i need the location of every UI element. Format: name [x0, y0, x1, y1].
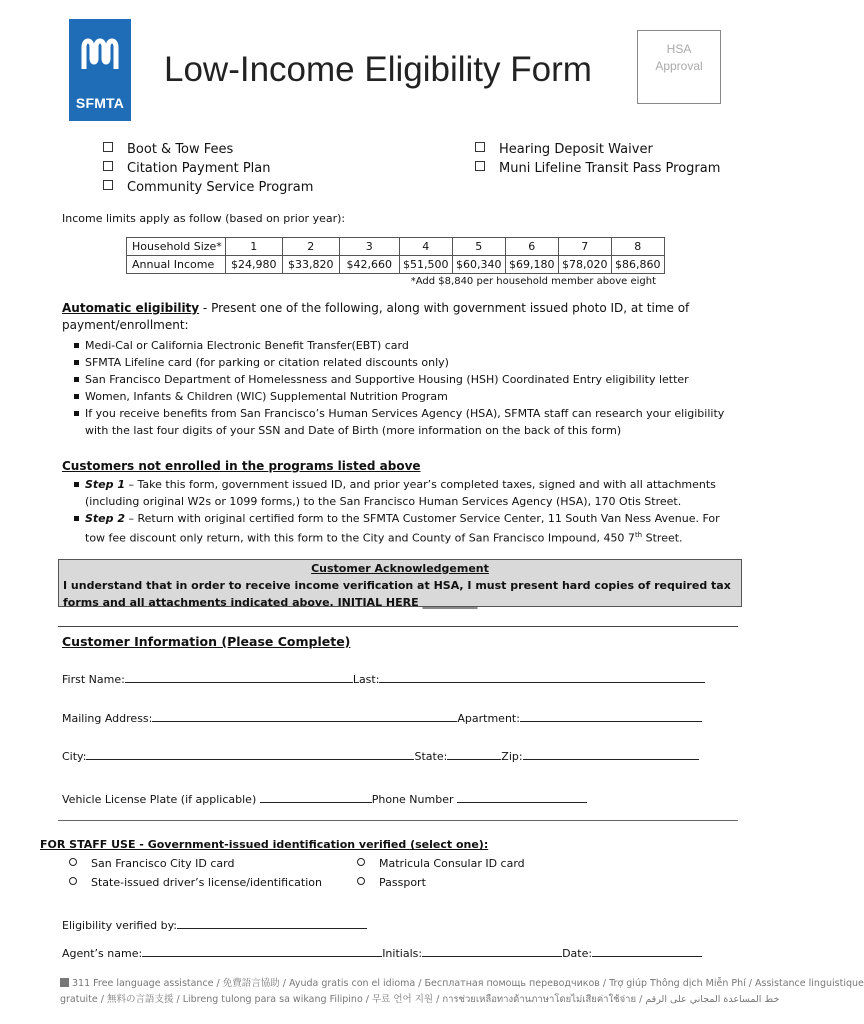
- acknowledgement-box: [58, 559, 742, 607]
- logo-text: SFMTA: [75, 95, 125, 111]
- radio-circle[interactable]: [357, 858, 365, 866]
- program-label: Muni Lifeline Transit Pass Program: [499, 161, 721, 176]
- customer-info-heading: Customer Information (Please Complete): [62, 634, 351, 649]
- table-row: [127, 256, 665, 274]
- checkbox[interactable]: [475, 161, 485, 171]
- program-label: Boot & Tow Fees: [127, 142, 234, 157]
- first-name-field[interactable]: [125, 671, 353, 683]
- program-option[interactable]: [103, 159, 313, 178]
- initials-label: Initials:: [382, 947, 423, 960]
- list-item: [62, 476, 732, 510]
- option-label: Passport: [379, 876, 426, 889]
- income-intro: Income limits apply as follow (based on prior year):: [62, 212, 346, 225]
- acknowledgement-text: I understand that in order to receive income verification at HSA, I must present hard copies of required tax forms and all attachments indicated above. INITIAL HERE __________: [63, 579, 731, 609]
- table-cell: 6: [505, 238, 558, 256]
- verified-by-label: Eligibility verified by:: [62, 919, 178, 932]
- list-item: Medi-Cal or California Electronic Benefit Transfer(EBT) card: [62, 337, 732, 354]
- last-name-field[interactable]: [379, 671, 705, 683]
- table-cell: $24,980: [225, 256, 282, 274]
- page-title: Low-Income Eligibility Form: [164, 50, 592, 89]
- mailing-address-label: Mailing Address:: [62, 712, 153, 725]
- initials-field[interactable]: [422, 945, 562, 957]
- table-cell: $69,180: [505, 256, 558, 274]
- automatic-intro: [62, 300, 732, 334]
- first-name-label: First Name:: [62, 673, 125, 686]
- approval-label: Approval: [655, 59, 703, 73]
- automatic-heading: Automatic eligibility: [62, 301, 200, 315]
- list-item: San Francisco Department of Homelessness and Supportive Housing (HSH) Coordinated Entry eligibility letter: [62, 371, 732, 388]
- income-note: *Add $8,840 per household member above eight: [410, 276, 656, 287]
- option-label: San Francisco City ID card: [91, 857, 235, 870]
- automatic-intro-text2: payment/enrollment:: [62, 318, 189, 332]
- table-cell: 4: [399, 238, 452, 256]
- table-cell: 7: [558, 238, 611, 256]
- table-cell: $42,660: [339, 256, 399, 274]
- footer-line1: [60, 976, 864, 992]
- divider: [58, 626, 738, 627]
- table-cell: $86,860: [611, 256, 664, 274]
- list-item: [62, 510, 732, 547]
- step1-label: Step 1: [85, 478, 125, 491]
- program-option[interactable]: [103, 140, 313, 159]
- staff-heading: FOR STAFF USE - Government-issued identification verified (select one):: [40, 838, 489, 851]
- table-cell: 8: [611, 238, 664, 256]
- radio-circle[interactable]: [357, 877, 365, 885]
- phone-field[interactable]: [457, 791, 587, 803]
- steps-list: [62, 476, 732, 547]
- list-item: Women, Infants & Children (WIC) Supplemental Nutrition Program: [62, 388, 732, 405]
- list-item: SFMTA Lifeline card (for parking or citation related discounts only): [62, 354, 732, 371]
- table-cell: 1: [225, 238, 282, 256]
- checkbox[interactable]: [103, 142, 113, 152]
- table-cell: Annual Income: [127, 256, 226, 274]
- state-label: State:: [414, 750, 448, 763]
- automatic-list: [62, 337, 732, 439]
- staff-option[interactable]: [69, 857, 234, 870]
- last-name-label: Last:: [352, 673, 380, 686]
- hsa-approval-box: [637, 30, 721, 104]
- staff-option[interactable]: [357, 876, 426, 889]
- step2-sup: th: [634, 531, 643, 539]
- table-cell: 3: [339, 238, 399, 256]
- income-table: [126, 237, 665, 274]
- apartment-label: Apartment:: [457, 712, 520, 725]
- step2-text: – Return with original certified form to the SFMTA Customer Service Center, 11 South Van Ness Avenue. For tow fee discount only return, with this form to the City and County of San Francisco Impound, 450 7: [85, 512, 720, 545]
- date-field[interactable]: [592, 945, 702, 957]
- plate-label: Vehicle License Plate (if applicable): [62, 793, 257, 806]
- city-row: [62, 748, 699, 763]
- checkbox[interactable]: [103, 161, 113, 171]
- table-cell: $78,020: [558, 256, 611, 274]
- address-row: [62, 710, 702, 725]
- agent-name-field[interactable]: [142, 945, 382, 957]
- city-field[interactable]: [86, 748, 414, 760]
- city-label: City:: [62, 750, 87, 763]
- footer-text1: 311 Free language assistance / 免費語言協助 / Ayuda gratis con el idioma / Бесплатная помощь переводчиков / Trợ giúp Thông dịch Miễn Phí / Assistance linguistique: [72, 978, 864, 989]
- muni-worm-icon: [80, 33, 120, 73]
- program-label: Citation Payment Plan: [127, 161, 271, 176]
- program-label: Hearing Deposit Waiver: [499, 142, 653, 157]
- table-cell: $60,340: [452, 256, 505, 274]
- program-option[interactable]: [103, 178, 313, 197]
- radio-circle[interactable]: [69, 858, 77, 866]
- date-label: Date:: [562, 947, 593, 960]
- radio-circle[interactable]: [69, 877, 77, 885]
- plate-row: [62, 791, 587, 806]
- phone-icon: [60, 978, 69, 987]
- step2-end: Street.: [642, 531, 683, 545]
- list-item: If you receive benefits from San Francisco’s Human Services Agency (HSA), SFMTA staff can research your eligibility with the last four digits of your SSN and Date of Birth (more information on the back of this form): [62, 405, 732, 439]
- zip-label: Zip:: [501, 750, 523, 763]
- program-label: Community Service Program: [127, 180, 314, 195]
- programs-left: [103, 140, 313, 197]
- mailing-address-field[interactable]: [152, 710, 457, 722]
- table-cell: 5: [452, 238, 505, 256]
- agent-row: [62, 945, 702, 960]
- verified-by-field[interactable]: [177, 917, 367, 929]
- option-label: Matricula Consular ID card: [379, 857, 525, 870]
- sfmta-logo: [69, 19, 131, 121]
- state-field[interactable]: [447, 748, 501, 760]
- checkbox[interactable]: [475, 142, 485, 152]
- agent-name-label: Agent’s name:: [62, 947, 143, 960]
- program-option[interactable]: [475, 140, 720, 159]
- table-cell: $33,820: [282, 256, 339, 274]
- programs-right: [475, 140, 720, 178]
- name-row: [62, 671, 705, 686]
- not-enrolled-heading: Customers not enrolled in the programs listed above: [62, 459, 421, 473]
- zip-field[interactable]: [523, 748, 699, 760]
- table-cell: $51,500: [399, 256, 452, 274]
- hsa-label: HSA: [666, 42, 692, 56]
- automatic-intro-text: - Present one of the following, along with government issued photo ID, at time of: [199, 301, 690, 315]
- option-label: State-issued driver’s license/identification: [91, 876, 322, 889]
- acknowledgement-heading: Customer Acknowledgement: [311, 562, 489, 575]
- verified-row: [62, 917, 367, 932]
- program-option[interactable]: [475, 159, 720, 178]
- divider: [58, 820, 738, 821]
- staff-option[interactable]: [69, 876, 322, 889]
- table-row: [127, 238, 665, 256]
- phone-label: Phone Number: [371, 793, 454, 806]
- checkbox[interactable]: [103, 180, 113, 190]
- footer-line2: gratuite / 無料の言語支援 / Libreng tulong para sa wikang Filipino / 무료 언어 지원 / การช่วยเหลือทางด้านภาษาโดยไม่เสียค่าใช้จ่าย / خط المساعدة المجاني على الرقم: [60, 994, 780, 1005]
- apartment-field[interactable]: [520, 710, 702, 722]
- language-assistance-footer: [60, 976, 864, 1008]
- staff-option[interactable]: [357, 857, 525, 870]
- plate-field[interactable]: [260, 791, 372, 803]
- step2-label: Step 2: [85, 512, 125, 525]
- table-cell: 2: [282, 238, 339, 256]
- step1-text: – Take this form, government issued ID, and prior year’s completed taxes, signed and with all attachments (including original W2s or 1099 forms,) to the San Francisco Human Services Agency (HSA), 170 Otis Street.: [85, 478, 716, 508]
- table-cell: Household Size*: [127, 238, 226, 256]
